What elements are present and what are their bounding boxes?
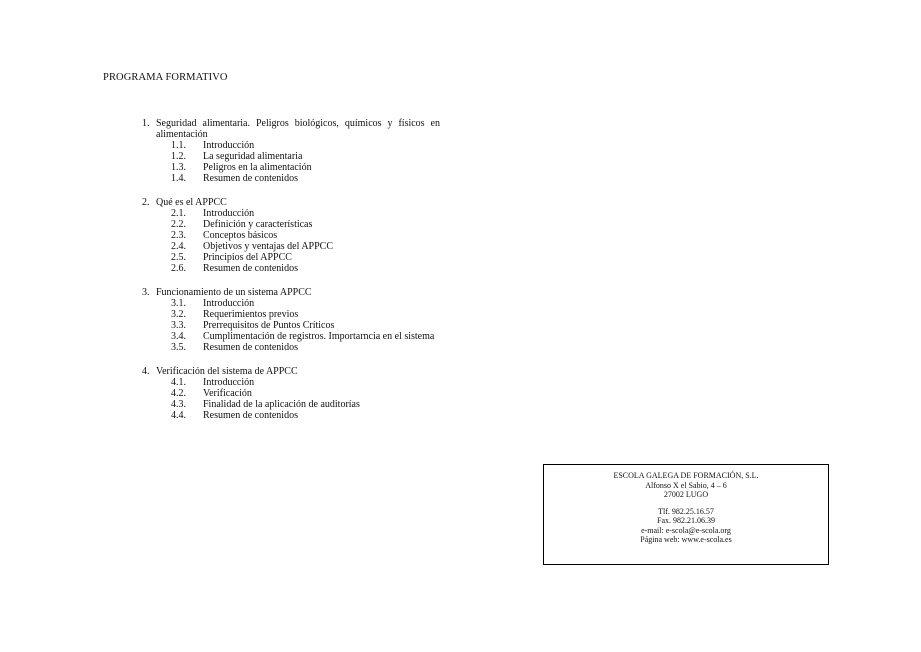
section-heading [142,287,440,298]
toc-item [171,388,440,399]
item-title: La seguridad alimentaria [203,151,303,162]
item-title: Principios del APPCC [203,252,292,263]
section-number: 3. [142,287,150,298]
contact-box [543,464,829,565]
section-number: 4. [142,366,150,377]
toc-item [171,241,440,252]
section-heading [142,118,440,140]
item-number: 2.3. [171,230,186,241]
item-number: 3.4. [171,331,186,342]
section-heading [142,366,440,377]
page-title: PROGRAMA FORMATIVO [103,72,228,83]
item-title: Verificación [203,388,252,399]
item-number: 3.2. [171,309,186,320]
toc-item [171,298,440,309]
item-title: Resumen de contenidos [203,410,298,421]
item-title: Resumen de contenidos [203,263,298,274]
toc-item [171,399,440,410]
toc-item [171,410,440,421]
toc-item [171,263,440,274]
item-title: Peligros en la alimentación [203,162,312,173]
item-title: Finalidad de la aplicación de auditorías [203,399,360,410]
item-title: Requerimientos previos [203,309,299,320]
section-number: 1. [142,118,150,129]
item-number: 4.4. [171,410,186,421]
toc-item [171,162,440,173]
item-number: 3.1. [171,298,186,309]
item-number: 2.1. [171,208,186,219]
section-title: Qué es el APPCC [156,197,227,208]
item-title: Objetivos y ventajas del APPCC [203,241,333,252]
item-number: 2.6. [171,263,186,274]
item-title: Introducción [203,298,255,309]
toc-item [171,230,440,241]
item-number: 3.3. [171,320,186,331]
item-number: 1.4. [171,173,186,184]
toc-item [171,377,440,388]
toc-item [171,309,440,320]
item-number: 3.5. [171,342,186,353]
toc-item [171,173,440,184]
item-number: 2.2. [171,219,186,230]
section-title: Verificación del sistema de APPCC [156,366,298,377]
company-city: 27002 LUGO [663,490,709,499]
spacer [544,500,828,507]
toc-item [171,151,440,162]
item-number: 1.3. [171,162,186,173]
toc-item [171,320,440,331]
item-title: Definición y características [203,219,313,230]
item-title: Prerrequisitos de Puntos Críticos [203,320,335,331]
company-address: Alfonso X el Sabio, 4 – 6 [645,480,727,490]
company-website: Página web: www.e-scola.es [640,535,732,544]
toc-item [171,140,440,151]
toc-item [171,331,440,342]
item-title: Cumplimentación de registros. Importarncia en el sistema [203,331,435,342]
item-number: 2.5. [171,252,186,263]
item-title: Resumen de contenidos [203,173,298,184]
item-number: 4.2. [171,388,186,399]
item-number: 4.1. [171,377,186,388]
toc-section-2 [142,197,440,274]
toc-section-4 [142,366,440,421]
item-title: Introducción [203,140,255,151]
item-number: 2.4. [171,241,186,252]
section-number: 2. [142,197,150,208]
item-number: 1.2. [171,151,186,162]
section-title: Seguridad alimentaria. Peligros biológicos, químicos y físicos en alimentación [156,118,440,140]
toc-item [171,342,440,353]
company-fax: Fax. 982.21.06.39 [657,516,715,525]
item-number: 4.3. [171,399,186,410]
toc-item [171,252,440,263]
toc-section-3 [142,287,440,353]
item-title: Introducción [203,377,255,388]
company-email: e-mail: e-scola@e-scola.org [641,525,731,535]
toc-item [171,219,440,230]
toc-item [171,208,440,219]
table-of-contents [142,118,440,434]
section-title: Funcionamiento de un sistema APPCC [156,287,312,298]
item-title: Resumen de contenidos [203,342,298,353]
item-title: Conceptos básicos [203,230,278,241]
company-phone: Tlf. 982.25.16.57 [658,506,714,516]
item-number: 1.1. [171,140,186,151]
section-heading [142,197,440,208]
company-name: ESCOLA GALEGA DE FORMACIÓN, S.L. [613,471,759,480]
item-title: Introducción [203,208,255,219]
toc-section-1 [142,118,440,184]
